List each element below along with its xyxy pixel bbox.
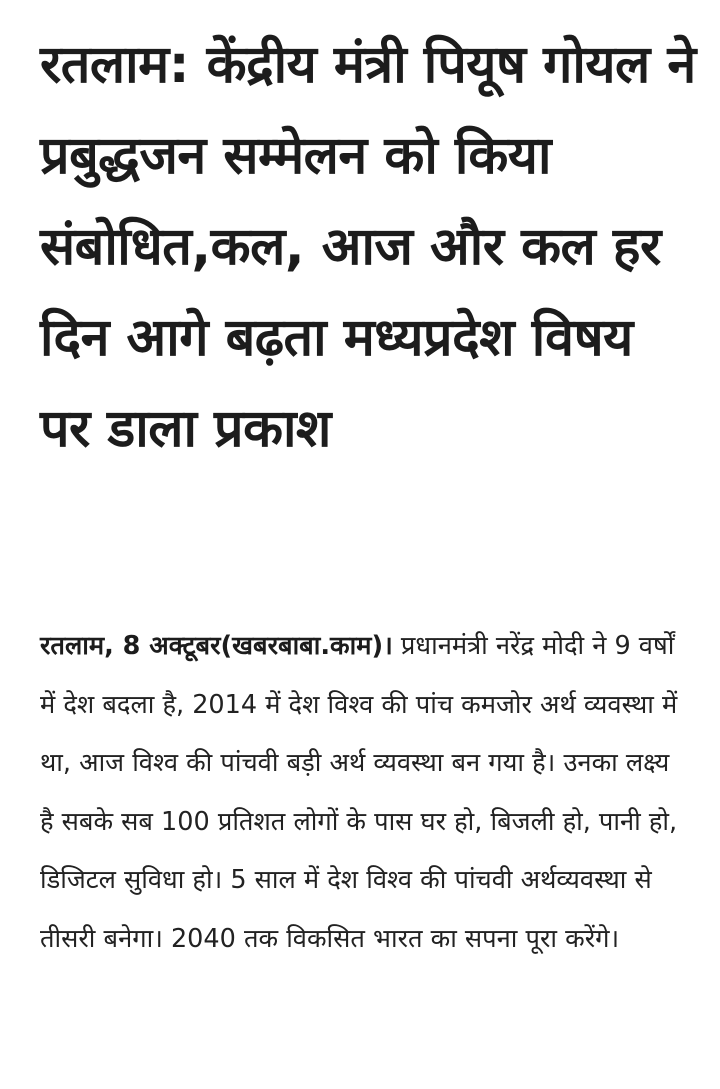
news-article: [40, 0, 700, 954]
article-body-text: प्रधानमंत्री नरेंद्र मोदी ने 9 वर्षों में देश बदला है, 2014 में देश विश्व की पांच कमजोर अर्थ व्यवस्था में था, आज विश्व की पांचवी बड़ी अर्थ व्यवस्था बन गया है। उनका लक्ष्य है सबके सब 100 प्रतिशत लोगों के पास घर हो, बिजली हो, पानी हो, डिजिटल सुविधा हो। 5 साल में देश विश्व की पांचवी अर्थव्यवस्था से तीसरी बनेगा। 2040 तक विकसित भारत का सपना पूरा करेंगे।: [40, 631, 678, 954]
article-dateline: रतलाम, 8 अक्टूबर(खबरबाबा.काम)।: [40, 631, 393, 661]
article-headline: रतलाम: केंद्रीय मंत्री पियूष गोयल ने प्रबुद्धजन सम्मेलन को किया संबोधित,कल, आज और कल हर दिन आगे बढ़ता मध्यप्रदेश विषय पर डाला प्रकाश: [40, 35, 696, 459]
article-body: [40, 617, 690, 968]
